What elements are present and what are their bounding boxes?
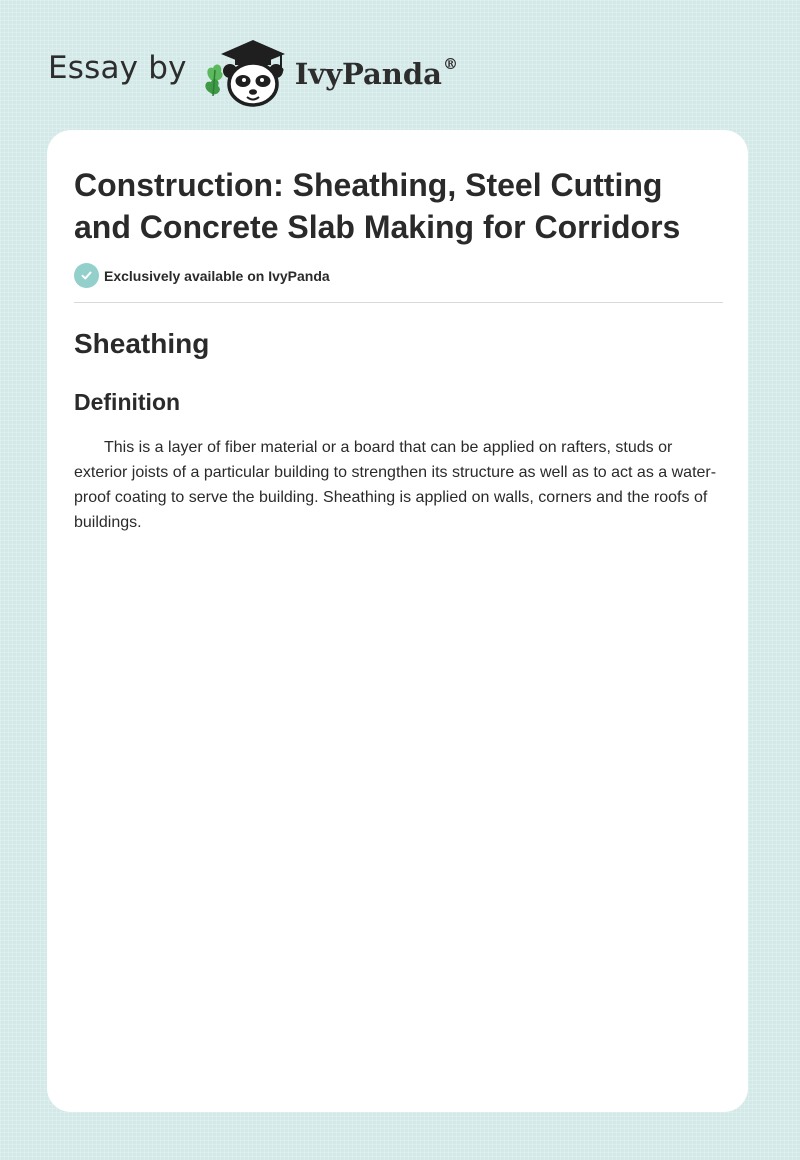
exclusive-badge-text: Exclusively available on IvyPanda (104, 267, 330, 284)
site-header (48, 34, 458, 110)
essay-card (47, 130, 748, 1112)
brand-name[interactable] (295, 57, 458, 91)
essay-title: Construction: Sheathing, Steel Cutting and Concrete Slab Making for Corridors (74, 167, 681, 245)
registered-mark: ® (442, 55, 458, 74)
essay-by-label: Essay by (48, 50, 187, 86)
body-paragraph: This is a layer of fiber material or a board that can be applied on rafters, studs or exterior joists of a particular building to strengthen its structure as well as to act as a water-proof coating to serve the building. Sheathing is applied on walls, corners and the roofs of buildings. (74, 439, 717, 531)
section-heading: Sheathing (74, 328, 210, 359)
check-icon (74, 263, 99, 288)
brand-text[interactable]: IvyPanda (294, 57, 442, 91)
panda-graduate-icon[interactable] (201, 34, 293, 110)
divider (74, 302, 723, 303)
subsection-heading: Definition (74, 389, 181, 415)
exclusive-badge (74, 263, 330, 288)
